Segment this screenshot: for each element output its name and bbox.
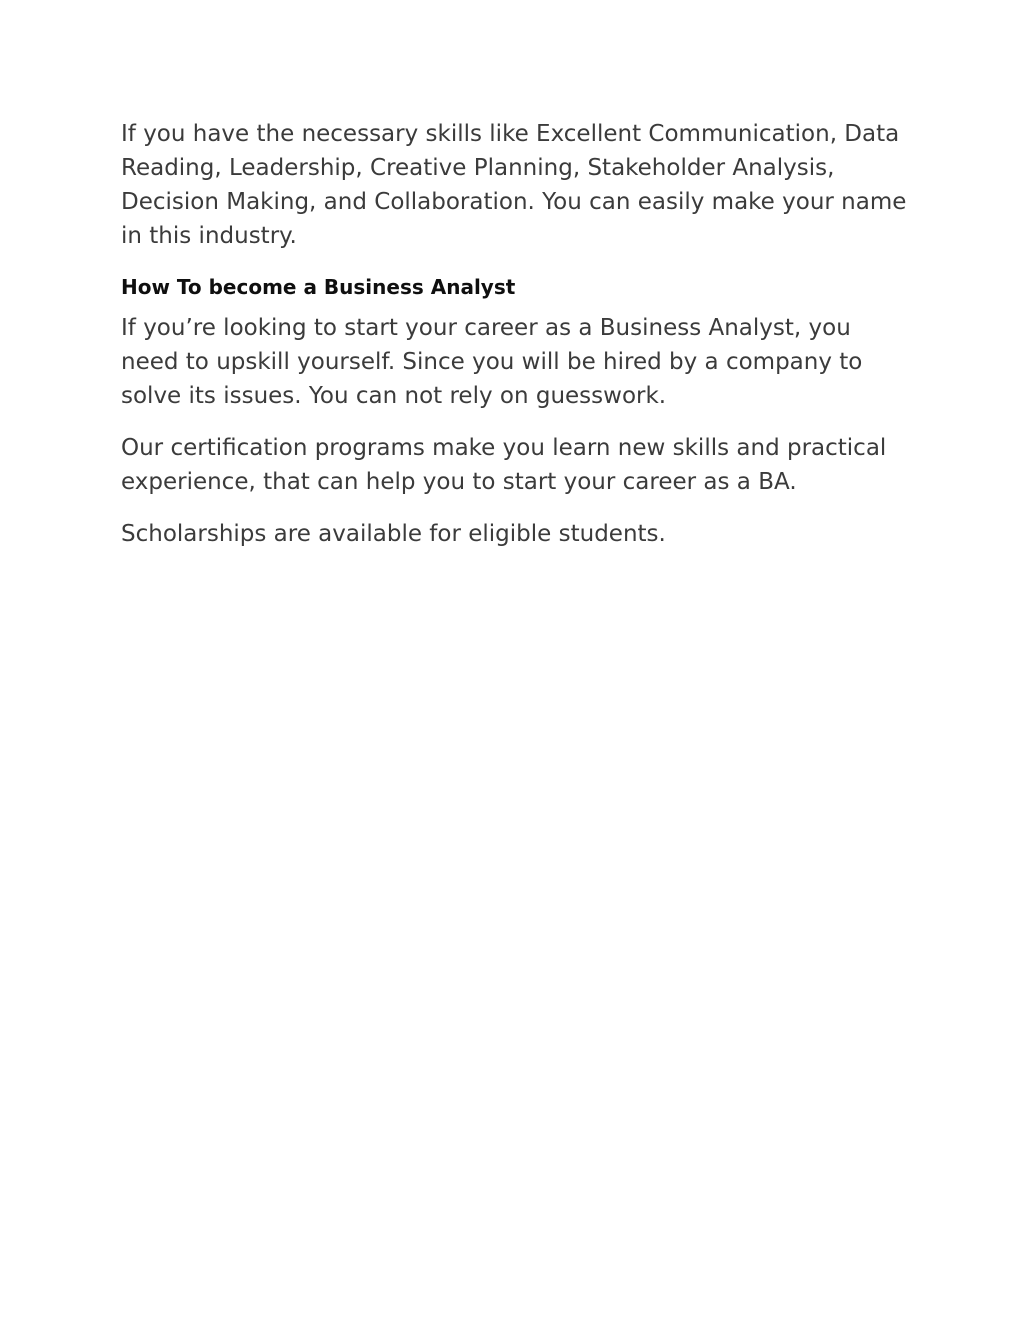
document-page — [121, 117, 911, 569]
section-paragraph-2: Our certification programs make you learn new skills and practical experience, that can help you to start your career as a BA. — [121, 435, 887, 495]
section-heading: How To become a Business Analyst — [121, 275, 516, 299]
section-paragraph-1: If you’re looking to start your career as a Business Analyst, you need to upskill yourself. Since you will be hired by a company to solve its issues. You can not rely on guesswork. — [121, 315, 863, 409]
section-paragraph-3: Scholarships are available for eligible students. — [121, 521, 666, 547]
intro-paragraph: If you have the necessary skills like Excellent Communication, Data Reading, Leadership, Creative Planning, Stakeholder Analysis, Decision Making, and Collaboration. You can easily make your name in this industry. — [121, 121, 907, 249]
